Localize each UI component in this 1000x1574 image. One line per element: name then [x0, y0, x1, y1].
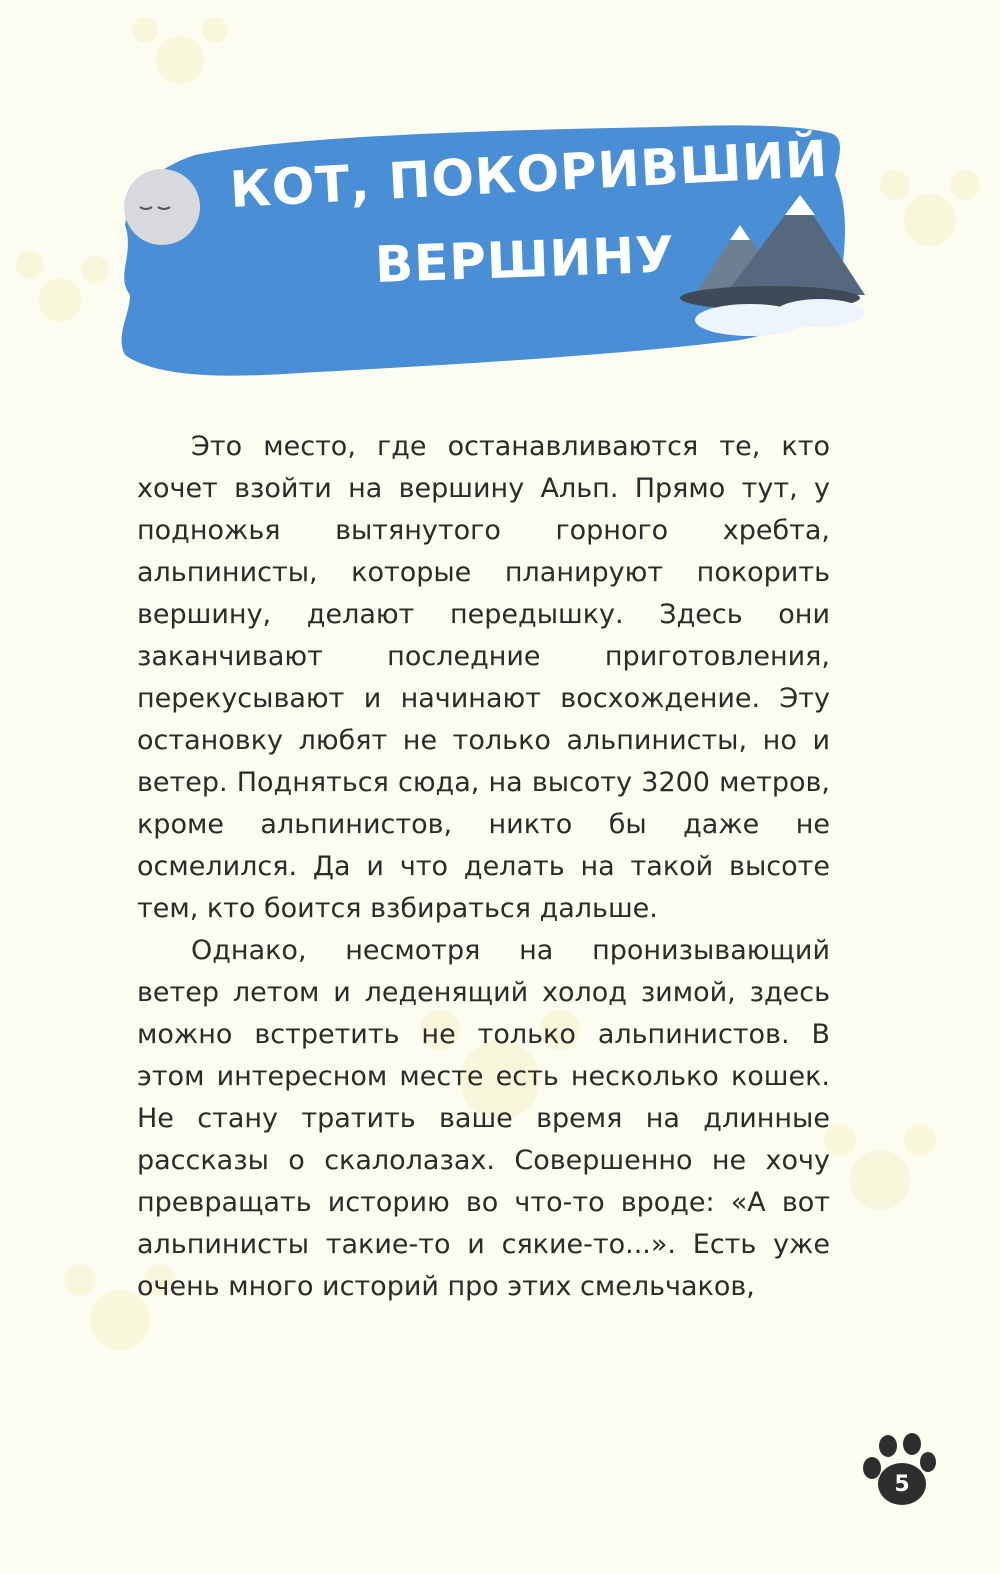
- chapter-title-line2: ВЕРШИНУ: [373, 225, 676, 294]
- chapter-header: [100, 115, 880, 380]
- page-number-badge: [858, 1432, 938, 1512]
- chapter-title: [100, 115, 880, 380]
- paragraph: Это место, где останавливаются те, кто хочет взойти на вершину Альп. Прямо тут, у подножья вытянутого горного хребта, альпинисты, которые планируют покорить вершину, делают передышку. Здесь они заканчивают последние приготовления, перекусывают и начинают восхождение. Эту остановку любят не только альпинисты, но и ветер. Подняться сюда, на высоту 3200 метров, кроме альпинистов, никто бы даже не осмелился. Да и что делать на такой высоте тем, кто боится взбираться дальше.: [137, 431, 830, 924]
- page-number: 5: [894, 1472, 910, 1497]
- chapter-title-line1: КОТ, ПОКОРИВШИЙ: [228, 129, 830, 219]
- paragraph: Однако, несмотря на пронизывающий ветер летом и леденящий холод зимой, здесь можно встретить не только альпинистов. В этом интересном месте есть несколько кошек. Не стану тратить ваше время на длинные рассказы о скалолазах. Совершенно не хочу превращать историю во что-то вроде: «А вот альпинисты такие-то и сякие-то...». Есть уже очень много историй про этих смельчаков,: [137, 935, 830, 1302]
- body-text: [137, 426, 830, 1308]
